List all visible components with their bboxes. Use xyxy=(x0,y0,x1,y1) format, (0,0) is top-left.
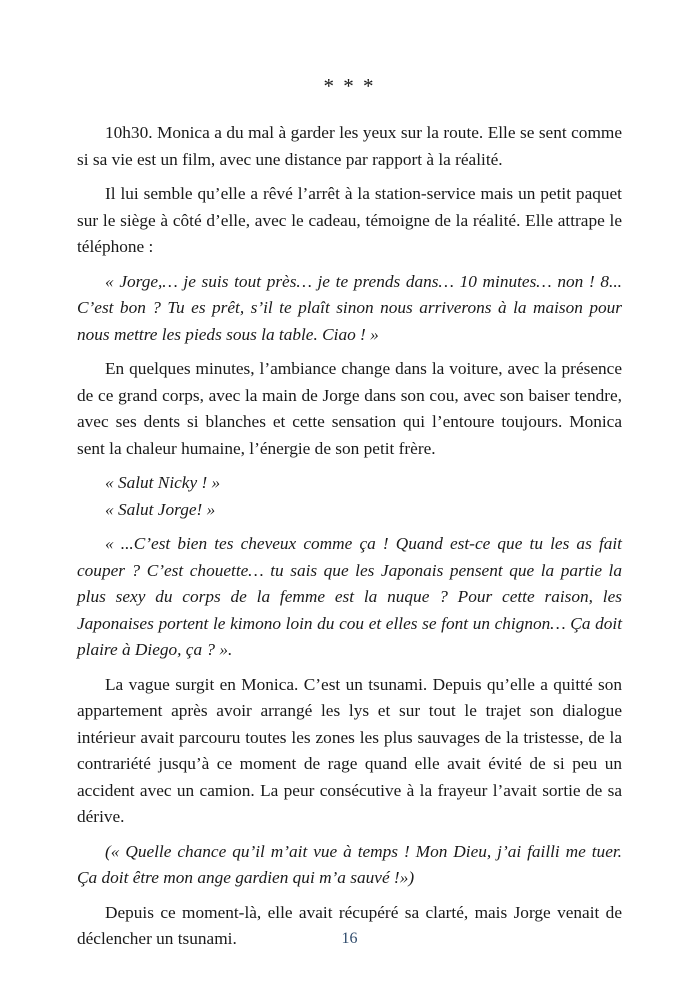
dialogue-phone-call: « Jorge,… je suis tout près… je te prends dans… 10 minutes… non ! 8... C’est bon ? Tu es prêt, s’il te plaît sinon nous arriverons à la maison pour nous mettre les pieds sous la table. Ciao ! » xyxy=(77,271,622,344)
paragraph-ambiance: En quelques minutes, l’ambiance change dans la voiture, avec la présence de ce grand corps, avec la main de Jorge dans son cou, avec son baiser tendre, avec ses dents si blanches et cette sensation qui l’entoure toujours. Monica sent la chaleur humaine, l’énergie de son petit frère. xyxy=(77,359,622,458)
paragraph-gas-station: Il lui semble qu’elle a rêvé l’arrêt à la station-service mais un petit paquet sur le siège à côté d’elle, avec le cadeau, témoigne de la réalité. Elle attrape le téléphone : xyxy=(77,184,622,256)
section-separator: * * * xyxy=(323,74,376,98)
dialogue-cheveux: « ...C’est bien tes cheveux comme ça ! Quand est-ce que tu les as fait couper ? C’est chouette… tu sais que les Japonais pensent que la partie la plus sexy du corps de la femme est la nuque ? Pour cette raison, les Japonaises portent le kimono loin du cou et elles se font un chignon… Ça doit plaire à Diego, ça ? ». xyxy=(77,534,622,659)
paragraph-tsunami: La vague surgit en Monica. C’est un tsunami. Depuis qu’elle a quitté son appartement après avoir arrangé les lys et sur tout le trajet son dialogue intérieur avait parcouru toutes les zones les plus sauvages de la tristesse, de la contrariété jusqu’à ce moment de rage quand elle avait évité de si peu un accident avec un camion. La peur consécutive à la frayeur l’avait sortie de sa dérive. xyxy=(77,674,622,826)
page-body xyxy=(77,120,622,961)
dialogue-salut-nicky: « Salut Nicky ! » xyxy=(105,473,221,492)
inner-monologue: (« Quelle chance qu’il m’ait vue à temps ! Mon Dieu, j’ai failli me tuer. Ça doit être mon ange gardien qui m’a sauvé !») xyxy=(77,841,622,887)
paragraph-intro: 10h30. Monica a du mal à garder les yeux sur la route. Elle se sent comme si sa vie est un film, avec une distance par rapport à la réalité. xyxy=(77,123,622,169)
page-number: 16 xyxy=(341,930,358,947)
paragraph-closing: Depuis ce moment-là, elle avait récupéré sa clarté, mais Jorge venait de déclencher un tsunami. xyxy=(77,902,622,948)
dialogue-salut-jorge: « Salut Jorge! » xyxy=(105,499,216,519)
